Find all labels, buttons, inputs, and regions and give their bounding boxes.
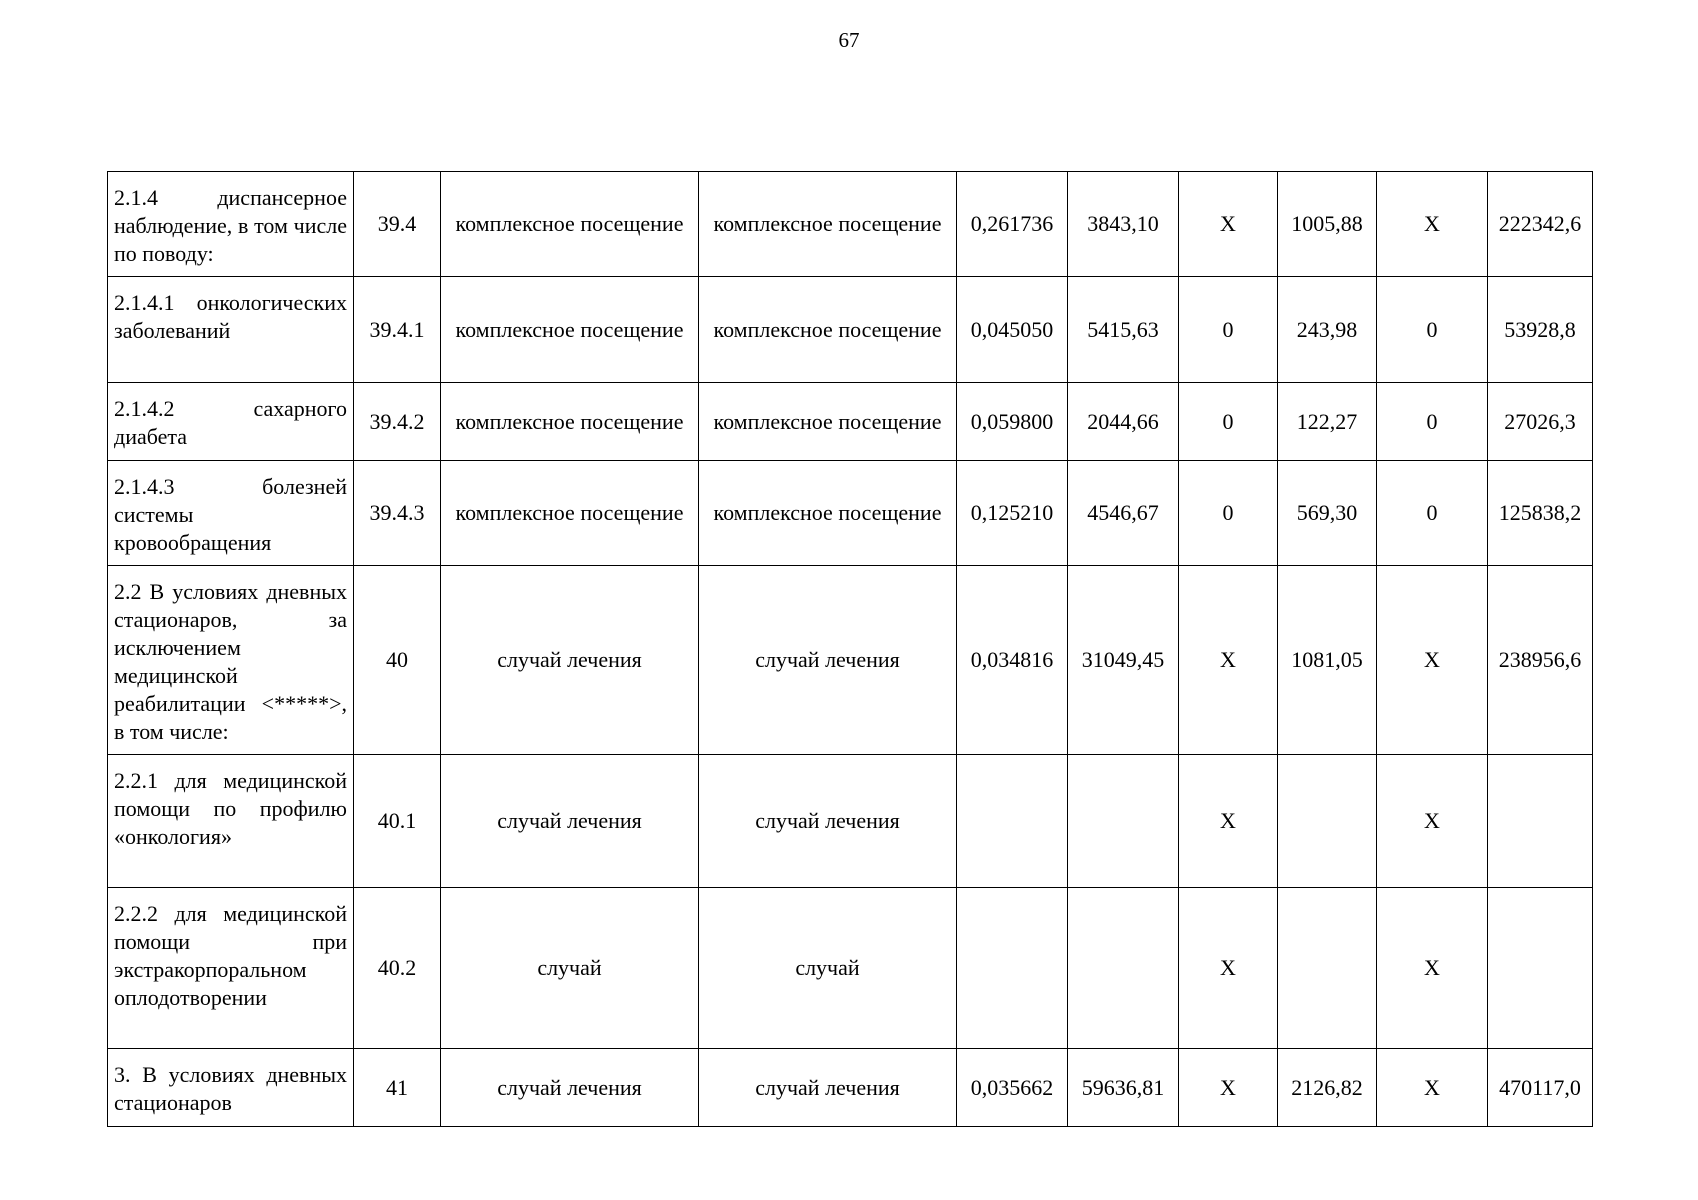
row-value3-cell: X xyxy=(1179,755,1278,888)
row-value2-cell xyxy=(1068,888,1179,1049)
row-value4-cell: 243,98 xyxy=(1278,277,1377,383)
row-name-cell: 2.2.1 для медицинской помощи по профилю «онкология» xyxy=(108,755,354,888)
row-name-cell: 2.1.4.3 болезней системы кровообращения xyxy=(108,461,354,566)
row-code-cell: 41 xyxy=(354,1049,441,1127)
row-name-cell: 2.1.4 диспансерное наблюдение, в том числе по поводу: xyxy=(108,172,354,277)
row-value1-cell: 0,261736 xyxy=(957,172,1068,277)
row-value1-cell: 0,125210 xyxy=(957,461,1068,566)
row-value3-cell: X xyxy=(1179,172,1278,277)
row-unit1-cell: случай лечения xyxy=(441,755,699,888)
row-value5-cell: 0 xyxy=(1377,277,1488,383)
row-unit2-cell: комплексное посещение xyxy=(699,172,957,277)
row-value4-cell xyxy=(1278,888,1377,1049)
row-value3-cell: X xyxy=(1179,1049,1278,1127)
row-value5-cell: 0 xyxy=(1377,461,1488,566)
row-value3-cell: 0 xyxy=(1179,461,1278,566)
row-value4-cell: 1005,88 xyxy=(1278,172,1377,277)
row-value2-cell: 59636,81 xyxy=(1068,1049,1179,1127)
row-unit1-cell: случай лечения xyxy=(441,566,699,755)
row-value6-cell: 53928,8 xyxy=(1488,277,1593,383)
row-code-cell: 39.4.2 xyxy=(354,383,441,461)
row-name-cell: 2.1.4.2 сахарного диабета xyxy=(108,383,354,461)
row-value6-cell: 238956,6 xyxy=(1488,566,1593,755)
row-unit2-cell: случай лечения xyxy=(699,1049,957,1127)
row-code-cell: 39.4.3 xyxy=(354,461,441,566)
row-value2-cell: 2044,66 xyxy=(1068,383,1179,461)
row-value5-cell: X xyxy=(1377,172,1488,277)
table-row xyxy=(108,461,1593,566)
row-name-cell: 2.2 В условиях дневных стационаров, за исключением медицинской реабилитации <*****>, в том числе: xyxy=(108,566,354,755)
row-value1-cell: 0,059800 xyxy=(957,383,1068,461)
row-value1-cell: 0,035662 xyxy=(957,1049,1068,1127)
row-value3-cell: 0 xyxy=(1179,383,1278,461)
row-value5-cell: X xyxy=(1377,888,1488,1049)
table-body xyxy=(108,172,1593,1127)
row-value6-cell: 222342,6 xyxy=(1488,172,1593,277)
row-unit1-cell: комплексное посещение xyxy=(441,172,699,277)
row-code-cell: 40.2 xyxy=(354,888,441,1049)
row-value2-cell xyxy=(1068,755,1179,888)
row-name-cell: 3. В условиях дневных стационаров xyxy=(108,1049,354,1127)
row-value1-cell: 0,045050 xyxy=(957,277,1068,383)
row-code-cell: 40.1 xyxy=(354,755,441,888)
table-row xyxy=(108,277,1593,383)
row-value6-cell: 125838,2 xyxy=(1488,461,1593,566)
table-row xyxy=(108,888,1593,1049)
table-row xyxy=(108,566,1593,755)
row-code-cell: 39.4.1 xyxy=(354,277,441,383)
row-value3-cell: X xyxy=(1179,566,1278,755)
row-name-cell: 2.1.4.1 онкологических заболеваний xyxy=(108,277,354,383)
row-value6-cell: 470117,0 xyxy=(1488,1049,1593,1127)
row-value4-cell: 122,27 xyxy=(1278,383,1377,461)
row-value3-cell: X xyxy=(1179,888,1278,1049)
table-row xyxy=(108,172,1593,277)
row-value2-cell: 31049,45 xyxy=(1068,566,1179,755)
row-value2-cell: 4546,67 xyxy=(1068,461,1179,566)
row-value1-cell xyxy=(957,755,1068,888)
row-value3-cell: 0 xyxy=(1179,277,1278,383)
table-row xyxy=(108,383,1593,461)
row-unit1-cell: комплексное посещение xyxy=(441,277,699,383)
row-value5-cell: 0 xyxy=(1377,383,1488,461)
row-value5-cell: X xyxy=(1377,1049,1488,1127)
row-value6-cell xyxy=(1488,755,1593,888)
row-unit2-cell: случай лечения xyxy=(699,755,957,888)
row-value4-cell: 569,30 xyxy=(1278,461,1377,566)
row-code-cell: 39.4 xyxy=(354,172,441,277)
row-value4-cell: 2126,82 xyxy=(1278,1049,1377,1127)
row-value5-cell: X xyxy=(1377,755,1488,888)
page-number: 67 xyxy=(838,28,860,52)
row-value6-cell xyxy=(1488,888,1593,1049)
row-unit2-cell: комплексное посещение xyxy=(699,277,957,383)
row-unit1-cell: комплексное посещение xyxy=(441,383,699,461)
row-unit1-cell: комплексное посещение xyxy=(441,461,699,566)
row-value5-cell: X xyxy=(1377,566,1488,755)
row-unit1-cell: случай лечения xyxy=(441,1049,699,1127)
row-value4-cell: 1081,05 xyxy=(1278,566,1377,755)
row-value2-cell: 5415,63 xyxy=(1068,277,1179,383)
row-unit1-cell: случай xyxy=(441,888,699,1049)
row-unit2-cell: случай лечения xyxy=(699,566,957,755)
row-code-cell: 40 xyxy=(354,566,441,755)
row-unit2-cell: комплексное посещение xyxy=(699,383,957,461)
row-value1-cell xyxy=(957,888,1068,1049)
row-value2-cell: 3843,10 xyxy=(1068,172,1179,277)
table-row xyxy=(108,755,1593,888)
row-unit2-cell: случай xyxy=(699,888,957,1049)
row-value4-cell xyxy=(1278,755,1377,888)
data-table xyxy=(107,171,1593,1127)
row-value6-cell: 27026,3 xyxy=(1488,383,1593,461)
row-unit2-cell: комплексное посещение xyxy=(699,461,957,566)
table-row xyxy=(108,1049,1593,1127)
row-name-cell: 2.2.2 для медицинской помощи при экстракорпоральном оплодотворении xyxy=(108,888,354,1049)
row-value1-cell: 0,034816 xyxy=(957,566,1068,755)
